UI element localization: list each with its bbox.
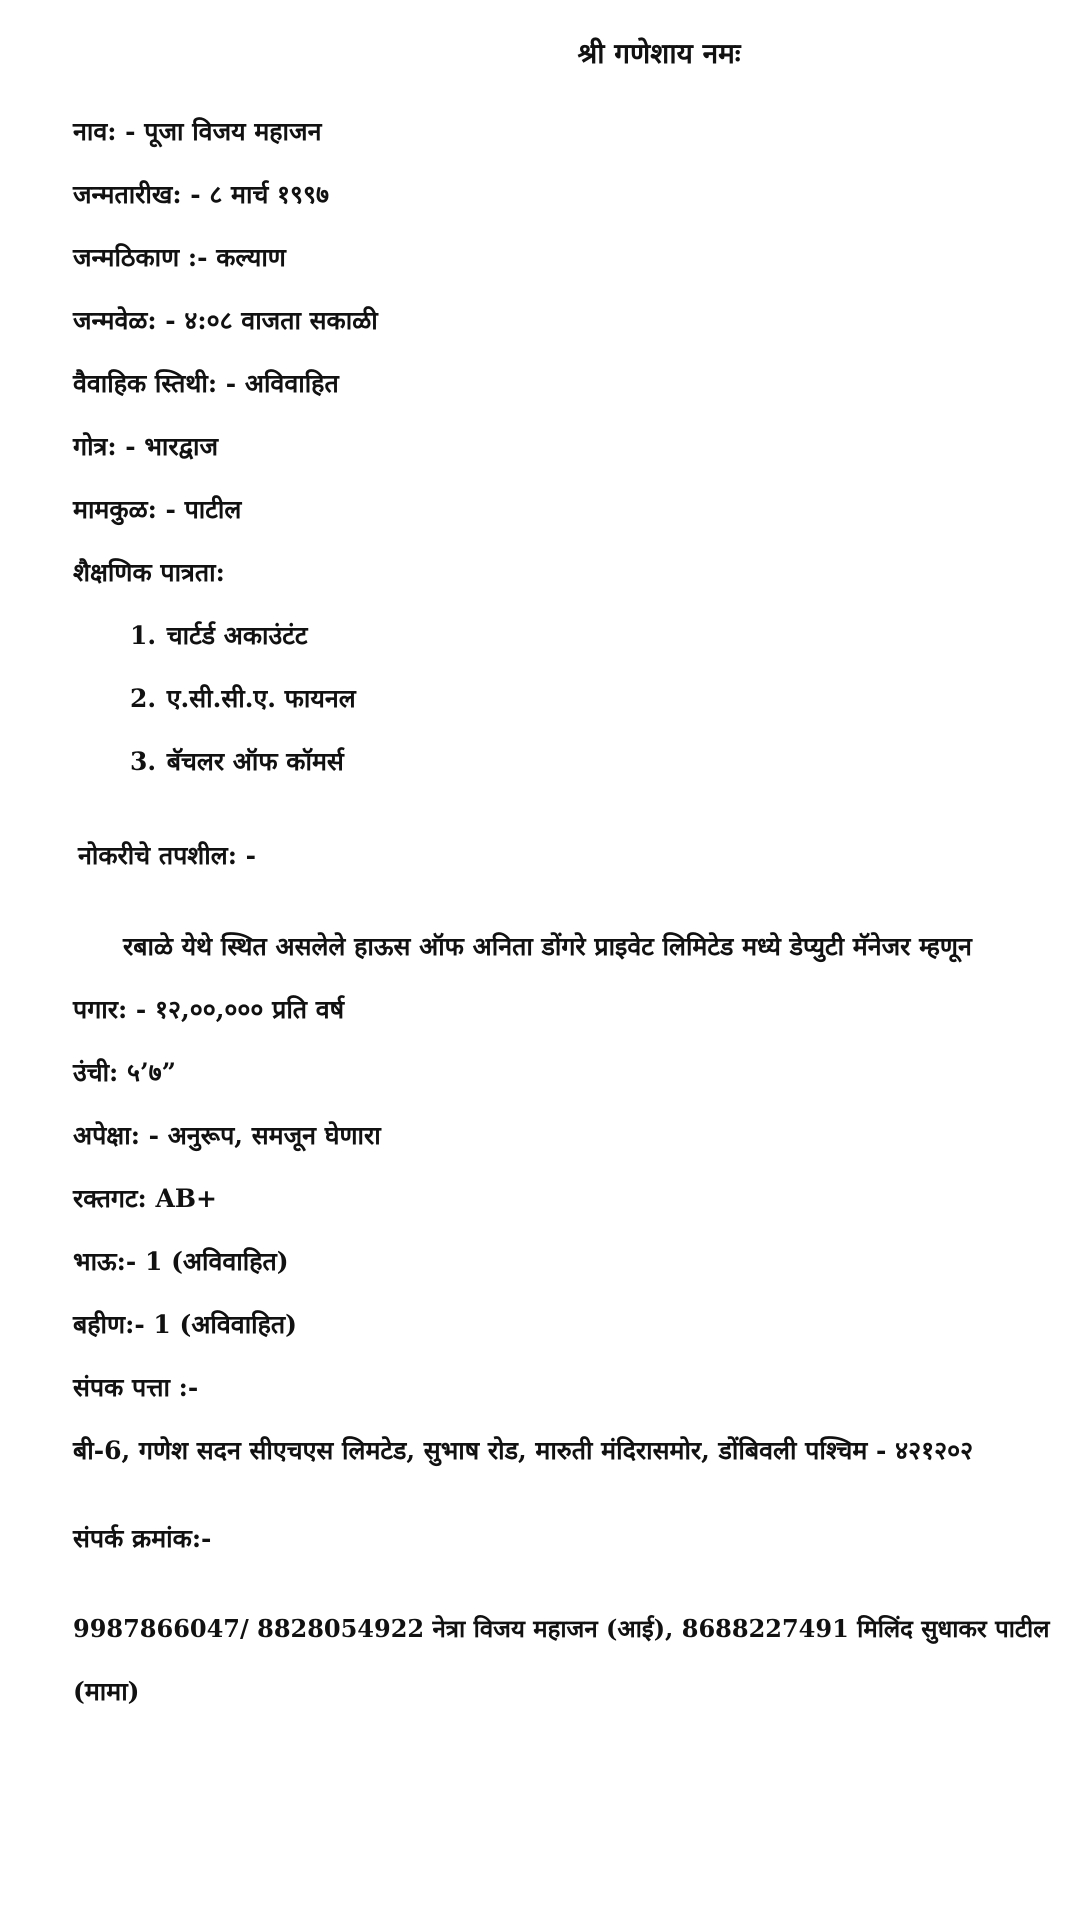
education-item [130,681,356,717]
birthtime-line: जन्मवेळ: - ४:०८ वाजता सकाळी [73,306,378,335]
address-line: बी-6, गणेश सदन सीएचएस लिमटेड, सुभाष रोड, मारुती मंदिरासमोर, डोंबिवली पश्चिम - ४२१२०२ [73,1436,974,1465]
contact-heading: संपर्क क्रमांक:- [73,1524,212,1553]
address-heading: संपक पत्ता :- [73,1373,199,1402]
name-line: नाव: - पूजा विजय महाजन [73,117,322,146]
job-description: रबाळे येथे स्थित असलेले हाऊस ऑफ अनिता डोंगरे प्राइवेट लिमिटेड मध्ये डेप्युटी मॅनेजर म्हणून [123,932,972,961]
list-number: 1. [130,621,157,650]
contact-relation-line: (मामा) [73,1677,140,1706]
expectation-line: अपेक्षा: - अनुरूप, समजून घेणारा [73,1121,381,1150]
marital-status-line: वैवाहिक स्तिथी: - अविवाहित [73,369,339,398]
list-number: 2. [130,684,157,713]
education-item [130,744,344,780]
birthplace-line: जन्मठिकाण :- कल्याण [73,243,286,272]
blood-group-line: रक्तगट: AB+ [73,1184,217,1213]
gotra-line: गोत्र: - भारद्वाज [73,432,219,461]
education-item [130,618,307,654]
brother-line: भाऊ:- 1 (अविवाहित) [73,1247,289,1276]
mamkul-line: मामकुळ: - पाटील [73,495,242,524]
list-number: 3. [130,747,157,776]
education-text: बॅचलर ऑफ कॉमर्स [166,747,344,776]
invocation-title: श्री गणेशाय नमः [577,37,741,70]
sister-line: बहीण:- 1 (अविवाहित) [73,1310,298,1339]
dob-line: जन्मतारीख: - ८ मार्च १९९७ [73,180,330,209]
height-line: उंची: ५’७” [73,1058,177,1087]
education-text: ए.सी.सी.ए. फायनल [166,684,356,713]
salary-line: पगार: - १२,००,००० प्रति वर्ष [73,995,345,1024]
education-text: चार्टर्ड अकाउंटंट [166,621,308,650]
education-heading: शैक्षणिक पात्रता: [73,558,225,587]
contact-numbers-line: 9987866047/ 8828054922 नेत्रा विजय महाजन (आई), 8688227491 मिलिंद सुधाकर पाटील [73,1614,1050,1643]
job-heading: नोकरीचे तपशील: - [78,841,257,870]
